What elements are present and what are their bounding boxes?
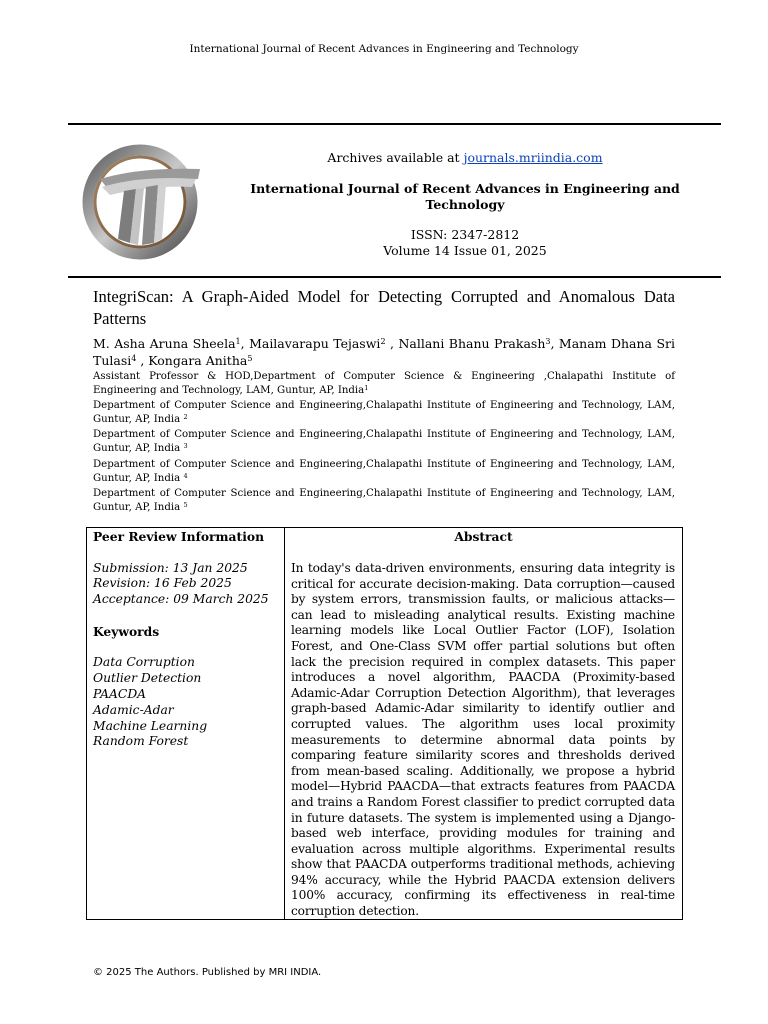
affiliation-mark: 1 <box>364 383 369 392</box>
affiliation-mark: 3 <box>183 442 188 451</box>
author-affiliation-mark: 1 <box>235 337 241 346</box>
affiliation-text: Department of Computer Science and Engineering,Chalapathi Institute of Engineering and Technology, LAM, Guntur, AP, India <box>93 458 675 484</box>
keyword-item: Random Forest <box>93 734 189 749</box>
author-affiliation-mark: 5 <box>247 354 253 363</box>
affiliation-text: Department of Computer Science and Engineering,Chalapathi Institute of Engineering and Technology, LAM, Guntur, AP, India <box>93 487 675 513</box>
affiliation-text: Department of Computer Science and Engineering,Chalapathi Institute of Engineering and Technology, LAM, Guntur, AP, India <box>93 429 675 455</box>
author-separator: , <box>385 336 399 351</box>
author-name: Nallani Bhanu Prakash <box>398 336 546 351</box>
author-separator: , <box>550 336 559 351</box>
acceptance-date: Acceptance: 09 March 2025 <box>93 592 269 607</box>
author-name: Manam Dhana Sri Tulasi <box>93 336 676 368</box>
keyword-item: Machine Learning <box>93 718 208 733</box>
journal-name-line2: Technology <box>425 197 505 212</box>
running-head: International Journal of Recent Advances in Engineering and Technology <box>189 43 579 55</box>
keyword-item: Outlier Detection <box>93 671 202 686</box>
revision-date: Revision: 16 Feb 2025 <box>93 576 232 591</box>
journal-logo <box>80 139 206 265</box>
author-name: Mailavarapu Tejaswi <box>249 336 381 351</box>
affiliation-text: Assistant Professor & HOD,Department of Computer Science & Engineering ,Chalapathi Institute of Engineering and Technology, LAM, Guntur, AP, India <box>93 371 675 396</box>
author-affiliation-mark: 3 <box>545 337 551 346</box>
abstract-heading: Abstract <box>454 529 513 544</box>
affiliation-mark: 4 <box>183 471 188 480</box>
archive-prefix: Archives available at <box>327 150 464 165</box>
journal-name <box>240 181 690 213</box>
top-rule <box>68 123 721 125</box>
author-name: Kongara Anitha <box>148 353 248 368</box>
keyword-item: Adamic-Adar <box>93 702 174 717</box>
affiliation <box>93 399 675 427</box>
author-separator: , <box>136 353 149 368</box>
affiliation-mark: 2 <box>183 413 188 422</box>
affiliation-text: Department of Computer Science and Engineering,Chalapathi Institute of Engineering and Technology, LAM, Guntur, AP, India <box>93 400 675 426</box>
table-column-divider <box>284 527 285 920</box>
keyword-item: Data Corruption <box>93 655 195 670</box>
author-affiliation-mark: 2 <box>380 337 386 346</box>
affiliation <box>93 370 675 398</box>
article-title: IntegriScan: A Graph-Aided Model for Detecting Corrupted and Anomalous Data Patterns <box>93 287 675 328</box>
copyright-footer: © 2025 The Authors. Published by MRI INDIA. <box>93 967 322 978</box>
author-name: M. Asha Aruna Sheela <box>93 336 236 351</box>
journal-website-link[interactable]: journals.mriindia.com <box>463 150 603 165</box>
affiliation <box>93 458 675 486</box>
abstract-text: In today's data-driven environments, ensuring data integrity is critical for accurate decision-making. Data corruption—caused by system errors, transmission faults, or malicious attacks—can lead to misleading analytical results. Existing machine learning models like Local Outlier Factor (LOF), Isolation Forest, and One-Class SVM offer partial solutions but often lack the precision required in complex datasets. This paper introduces a novel algorithm, PAACDA (Proximity-based Adamic-Adar Corruption Detection Algorithm), that leverages graph-based Adamic-Adar similarity to identify outlier and corrupted values. The algorithm uses local proximity measurements to determine abnormal data points by comparing feature similarity scores and thresholds derived from mean-based scaling. Additionally, we propose a hybrid model—Hybrid PAACDA—that extracts features from PAACDA and trains a Random Forest classifier to predict corrupted data in future datasets. The system is implemented using a Django-based web interface, providing modules for training and evaluation across multiple algorithms. Experimental results show that PAACDA outperforms traditional methods, achieving 94% accuracy, while the Hybrid PAACDA extension delivers 100% accuracy, confirming its effectiveness in real-time corruption detection. <box>291 561 675 919</box>
author-separator: , <box>240 336 250 351</box>
affiliation-mark: 5 <box>183 500 188 509</box>
author-list <box>93 335 675 369</box>
keyword-item: PAACDA <box>93 686 147 701</box>
archive-line <box>240 150 690 166</box>
masthead-rule <box>68 276 721 278</box>
affiliation <box>93 487 675 515</box>
affiliation-list <box>93 370 675 516</box>
volume-issue: Volume 14 Issue 01, 2025 <box>383 243 547 258</box>
submission-date: Submission: 13 Jan 2025 <box>93 560 248 575</box>
keywords-heading: Keywords <box>93 623 160 639</box>
issn: ISSN: 2347-2812 <box>410 227 520 242</box>
affiliation <box>93 428 675 456</box>
keyword-list <box>93 655 278 750</box>
peer-review-column <box>93 529 278 750</box>
peer-review-heading: Peer Review Information <box>93 529 265 544</box>
author-affiliation-mark: 4 <box>131 354 137 363</box>
journal-name-line1: International Journal of Recent Advances in Engineering and <box>250 181 680 196</box>
